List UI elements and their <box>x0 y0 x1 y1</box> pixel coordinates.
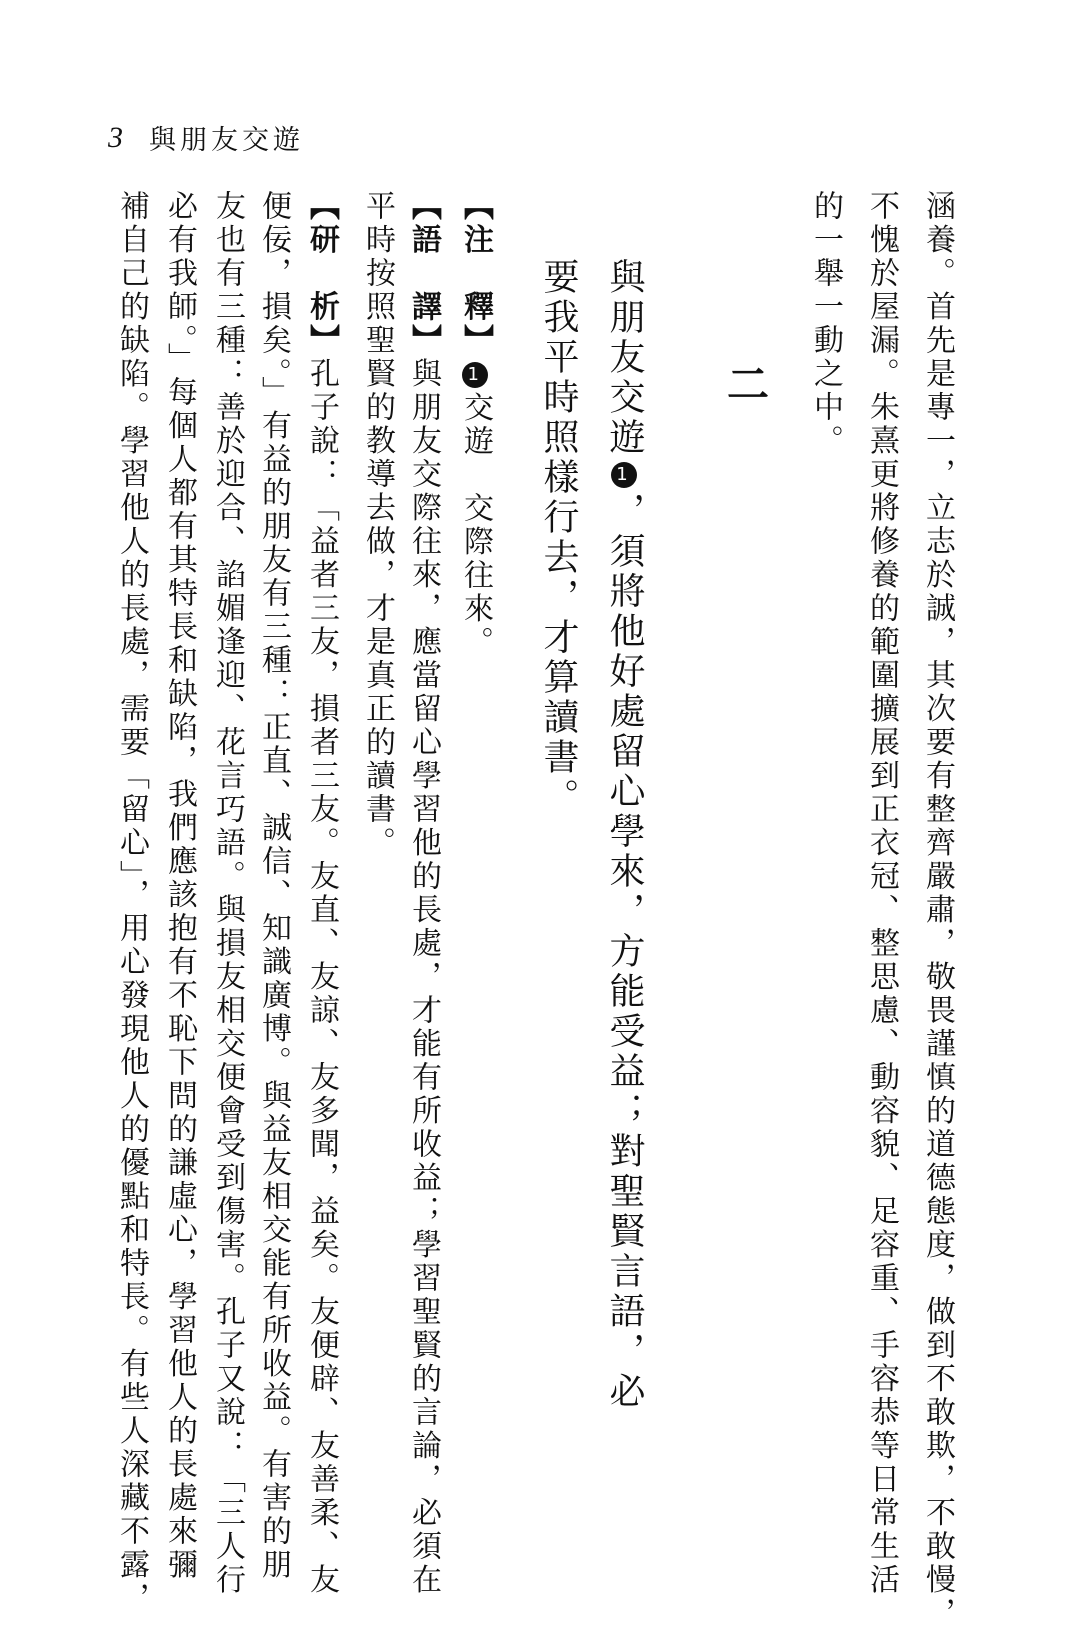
translation-line <box>406 190 441 1597</box>
analysis-line: 友也有三種：善於迎合、諂媚逢迎、花言巧語。與損友相交便會受到傷害。孔子又說：「三人行 <box>210 190 245 1597</box>
translation-text: 與朋友交際往來，應當留心學習他的長處，才能有所收益；學習聖賢的言論，必須在 <box>406 357 441 1597</box>
translation-label: 【語 譯】 <box>406 190 441 358</box>
analysis-line: 便佞，損矣。」有益的朋友有三種：正直、誠信、知識廣博。與益友相交能有所收益。有害的朋 <box>256 190 291 1582</box>
main-text-line <box>604 258 645 1412</box>
analysis-label: 【研 析】 <box>304 190 339 358</box>
intro-line: 涵養。首先是專一，立志於誠，其次要有整齊嚴肅，敬畏謹慎的道德態度，做到不敢欺，不敢慢， <box>920 190 955 1631</box>
page-number: 3 <box>108 120 127 154</box>
intro-line: 不愧於屋漏。朱熹更將修養的範圍擴展到正衣冠、整思慮、動容貌、足容重、手容恭等日常生活 <box>864 190 899 1597</box>
notes-text: 交遊 交際往來。 <box>458 391 493 660</box>
notes-line <box>458 190 493 660</box>
note-marker: 1 <box>462 362 488 388</box>
analysis-line: 必有我師。」每個人都有其特長和缺陷，我們應該抱有不恥下問的謙虛心，學習他人的長處來彌 <box>162 190 197 1582</box>
analysis-line: 補自己的缺陷。學習他人的長處，需要「留心」，用心發現他人的優點和特長。有些人深藏不露， <box>114 190 149 1616</box>
page-title: 與朋友交遊 <box>149 125 304 156</box>
analysis-text: 孔子說：「益者三友，損者三友。友直、友諒、友多聞，益矣。友便辟、友善柔、友 <box>304 357 339 1597</box>
translation-line: 平時按照聖賢的教導去做，才是真正的讀書。 <box>360 190 395 860</box>
analysis-line <box>304 190 339 1597</box>
notes-label: 【注 釋】 <box>458 190 493 358</box>
section-heading: 二 <box>721 362 770 404</box>
main-text-segment: 與朋友交遊 <box>604 258 645 458</box>
intro-line: 的一舉一動之中。 <box>808 190 843 458</box>
main-text-line: 要我平時照樣行去，才算讀書。 <box>538 258 579 818</box>
note-marker: 1 <box>611 462 637 488</box>
page-header <box>108 118 304 157</box>
main-text-segment: ，須將他好處留心學來，方能受益；對聖賢言語，必 <box>604 492 645 1412</box>
